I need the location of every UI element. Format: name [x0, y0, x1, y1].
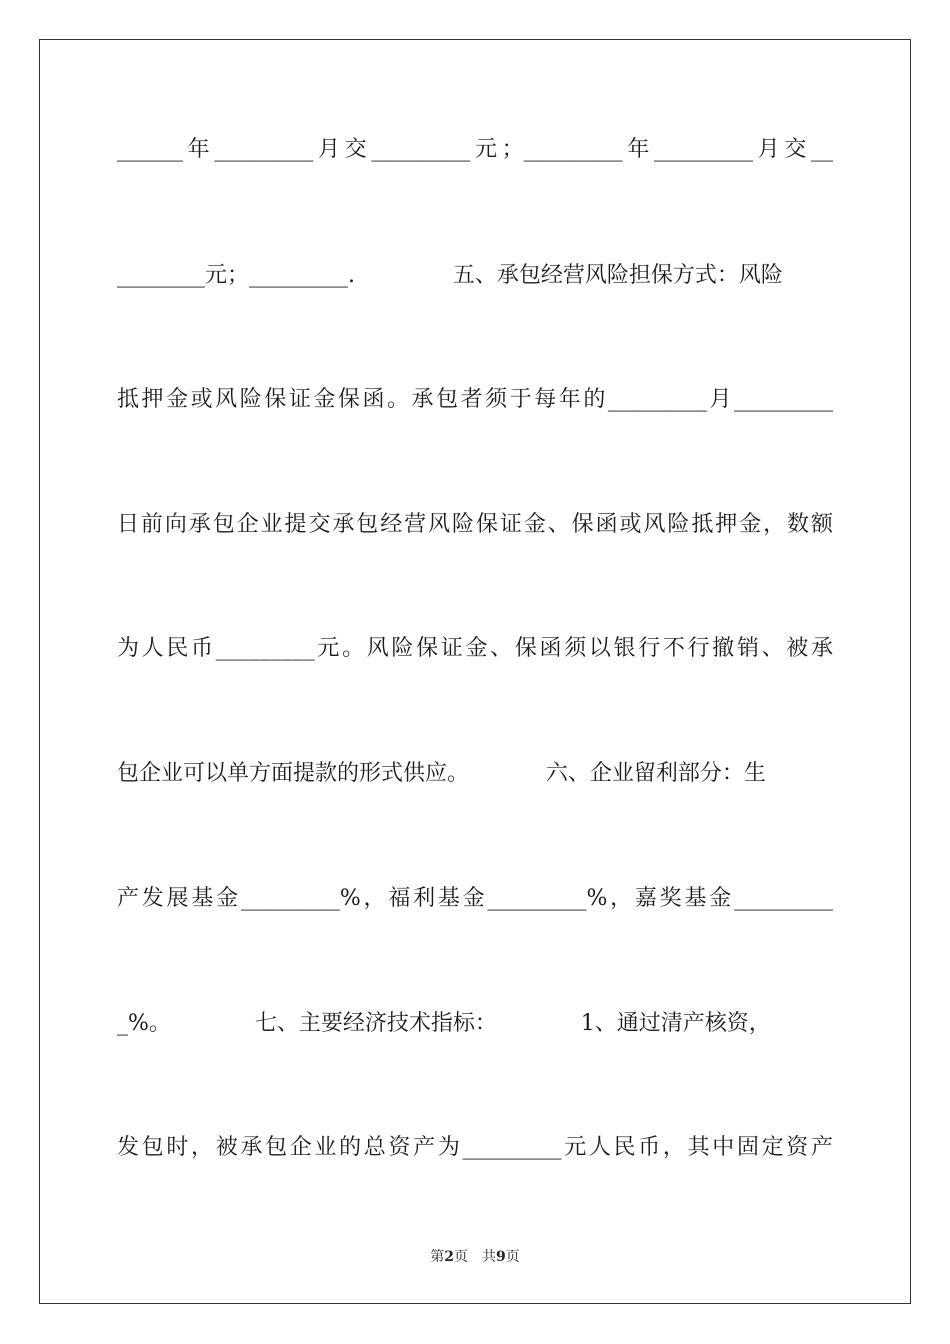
- footer-page-prefix: 第: [430, 1249, 445, 1265]
- body-line-2: ________元；_________. 五、承包经营风险担保方式：风险: [117, 263, 783, 288]
- page-border: [39, 39, 911, 1304]
- page-footer: [0, 1248, 950, 1266]
- body-line-6: 包企业可以单方面提款的形式供应。 六、企业留利部分：生: [117, 761, 766, 786]
- body-line-3: 抵押金或风险保证金保函。承包者须于每年的_________月_________: [117, 387, 833, 412]
- footer-page-suffix: 页: [454, 1249, 468, 1265]
- body-line-8: _%。 七、主要经济技术指标： 1、通过清产核资，: [117, 1011, 771, 1036]
- footer-page-number: 2: [444, 1249, 454, 1265]
- body-line-7: 产发展基金_________%，福利基金_________%，嘉奖基金_________: [117, 886, 833, 911]
- body-line-4: 日前向承包企业提交承包经营风险保证金、保函或风险抵押金，数额: [117, 512, 833, 537]
- body-line-1: ______年_________月交_________元；_________年_________月交__: [117, 137, 833, 162]
- footer-total-pages: 9: [496, 1249, 506, 1265]
- footer-total-suffix: 页: [505, 1249, 520, 1265]
- footer-total-prefix: 共: [482, 1249, 496, 1265]
- body-line-9: 发包时，被承包企业的总资产为_________元人民币，其中固定资产: [117, 1135, 833, 1160]
- body-line-5: 为人民币_________元。风险保证金、保函须以银行不行撤销、被承: [117, 636, 833, 661]
